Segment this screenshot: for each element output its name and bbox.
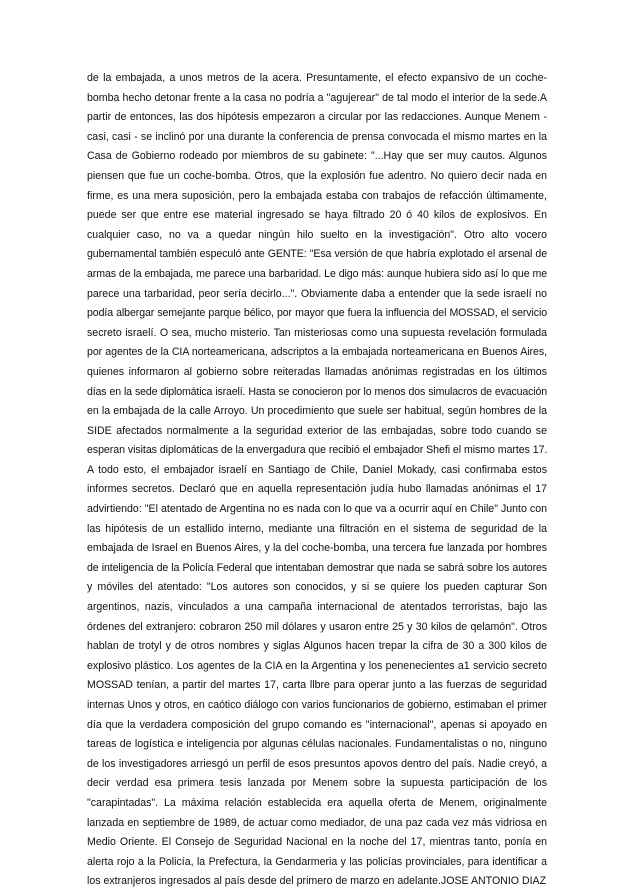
text-line-11: armas de la embajada, me parece una barbaridad. Le digo más: aunque hubiera sido así lo que me	[87, 267, 547, 280]
text-line-13: podía albergar semejante parque bélico, por mayor que fuera la influencia del MOSSAD, el servicio	[87, 307, 547, 320]
text-line-26: de inteligencia de la Policía Federal que intentaban demostrar que nada se sabrá sobre los autores	[87, 561, 547, 574]
article-body	[87, 69, 547, 892]
text-line-20: esperan visitas diplomáticas de la envergadura que recibió el embajador Shefi el mismo martes 17.	[87, 444, 548, 457]
text-line-5: Casa de Gobierno rodeado por miembros de su gabinete: "...Hay que ser muy cautos. Algunos	[87, 150, 547, 163]
text-line-12: parece una tarbaridad, peor sería decirlo...". Obviamente daba a entender que la sede israelí no	[87, 287, 547, 300]
text-line-23: advirtiendo: "El atentado de Argentina no es nada con lo que va a ocurrir aquí en Chile" Junto con	[87, 503, 547, 516]
text-line-17: días en la sede diplomática israelí. Hasta se conocieron por lo menos dos simulacros de evacuación	[87, 385, 547, 398]
text-line-40: Medio Oriente. El Consejo de Seguridad Nacional en la noche del 17, mientras tanto, ponía en	[87, 836, 547, 849]
text-line-2: bomba hecho detonar frente a la casa no podría a "agujerear" de tal modo el interior de la sede.A	[87, 91, 547, 104]
text-line-35: tareas de logística e inteligencia por algunas células nacionales. Fundamentalistas o no, ninguno	[87, 738, 547, 751]
text-line-22: informes secretos. Declaró que en aquella representación judía hubo llamadas anónimas el 17	[87, 483, 547, 496]
text-line-14: secreto israelí. O sea, mucho misterio. Tan misteriosas como una supuesta revelación formulada	[87, 326, 547, 339]
text-line-4: casi, casi - se inclinó por una durante la conferencia de prensa convocada el mismo martes en la	[87, 130, 547, 143]
text-line-15: por agentes de la CIA norteamericana, adscriptos a la embajada norteamericana en Buenos Aires,	[87, 346, 547, 359]
text-line-9: cualquier caso, no va a quedar ningún hilo suelto en la investigación". Otro alto vocero	[87, 228, 547, 241]
text-line-21: A todo esto, el embajador israelí en Santiago de Chile, Daniel Mokady, casi confirmaba estos	[87, 463, 547, 476]
text-line-34: día que la verdadera composición del grupo comando es "internacional", apenas si apoyado en	[87, 718, 547, 731]
text-line-3: partir de entonces, las dos hipótesis empezaron a circular por las redacciones. Aunque Menem -	[87, 111, 547, 124]
text-line-31: explosivo plástico. Los agentes de la CIA en la Argentina y los penenecientes a1 servicio secreto	[87, 659, 547, 672]
text-line-38: "carapintadas". La máxima relación establecida era aquella oferta de Menem, originalmente	[87, 796, 547, 809]
text-line-37: decir verdad esa primera tesis lanzada por Menem sobre la supuesta participación de los	[87, 777, 547, 790]
text-line-36: de los investigadores arriesgó un perfil de esos presuntos apovos dentro del país. Nadie creyó, a	[87, 757, 547, 770]
text-line-28: argentinos, nazis, vinculados a una campaña internacional de atentados terroristas, bajo las	[87, 601, 547, 614]
text-line-30: hablan de trotyl y de otros nombres y siglas Algunos hacen trepar la cifra de 30 a 300 kilos de	[87, 640, 547, 653]
text-line-7: firme, es una mera suposición, pero la embajada estaba con trabajos de refacción últimamente,	[87, 189, 547, 202]
text-line-16: quienes informaron al gobierno sobre reiteradas llamadas anónimas registradas en los últimos	[87, 365, 547, 378]
text-line-6: piensen que fue un coche-bomba. Otros, que la explosión fue adentro. No quiero decir nada en	[87, 169, 547, 182]
text-line-42: los extranjeros ingresados al país desde del primero de marzo en adelante.JOSE ANTONIO DIAZ	[87, 875, 547, 888]
text-line-19: SIDE afectados normalmente a la seguridad exterior de las embajadas, sobre todo cuando se	[87, 424, 547, 437]
text-line-29: órdenes del extranjero: cobraron 250 mil dólares y usaron entre 25 y 30 kilos de qelamón". Otros	[87, 620, 547, 633]
text-line-8: puede ser que entre ese material ingresado se haya filtrado 20 ó 40 kilos de explosivos. En	[87, 209, 547, 222]
text-line-10: gubernamental también especuló ante GENTE: "Esa versión de que habría explotado el arsenal de	[87, 248, 547, 261]
text-line-33: internas Unos y otros, en caótico diálogo con varios funcionarios de gobierno, estimaban el primer	[87, 699, 547, 711]
text-line-1: de la embajada, a unos metros de la acera. Presuntamente, el efecto expansivo de un coche-	[87, 72, 547, 84]
text-line-27: y móviles del atentado: "Los autores son conocidos, y si se quiere los pueden capturar Son	[87, 581, 547, 594]
text-line-41: alerta rojo a la Policía, la Prefectura, la Gendarmeria y las policías provinciales, para identificar a	[87, 855, 547, 868]
text-line-32: MOSSAD tenían, a partir del martes 17, carta llbre para operar junto a las fuerzas de seguridad	[87, 679, 547, 692]
text-line-18: en la embajada de la calle Arroyo. Un procedimiento que suele ser habitual, según hombres de la	[87, 405, 547, 418]
text-line-24: las hipótesis de un estallido interno, mediante una filtración en el sistema de seguridad de la	[87, 522, 547, 535]
text-line-39: lanzada en septiembre de 1989, de actuar como mediador, de una paz cada vez más vidriosa en	[87, 816, 547, 829]
text-line-25: embajada de Israel en Buenos Aires, y la del coche-bomba, una tercera fue lanzada por hombres	[87, 542, 547, 555]
